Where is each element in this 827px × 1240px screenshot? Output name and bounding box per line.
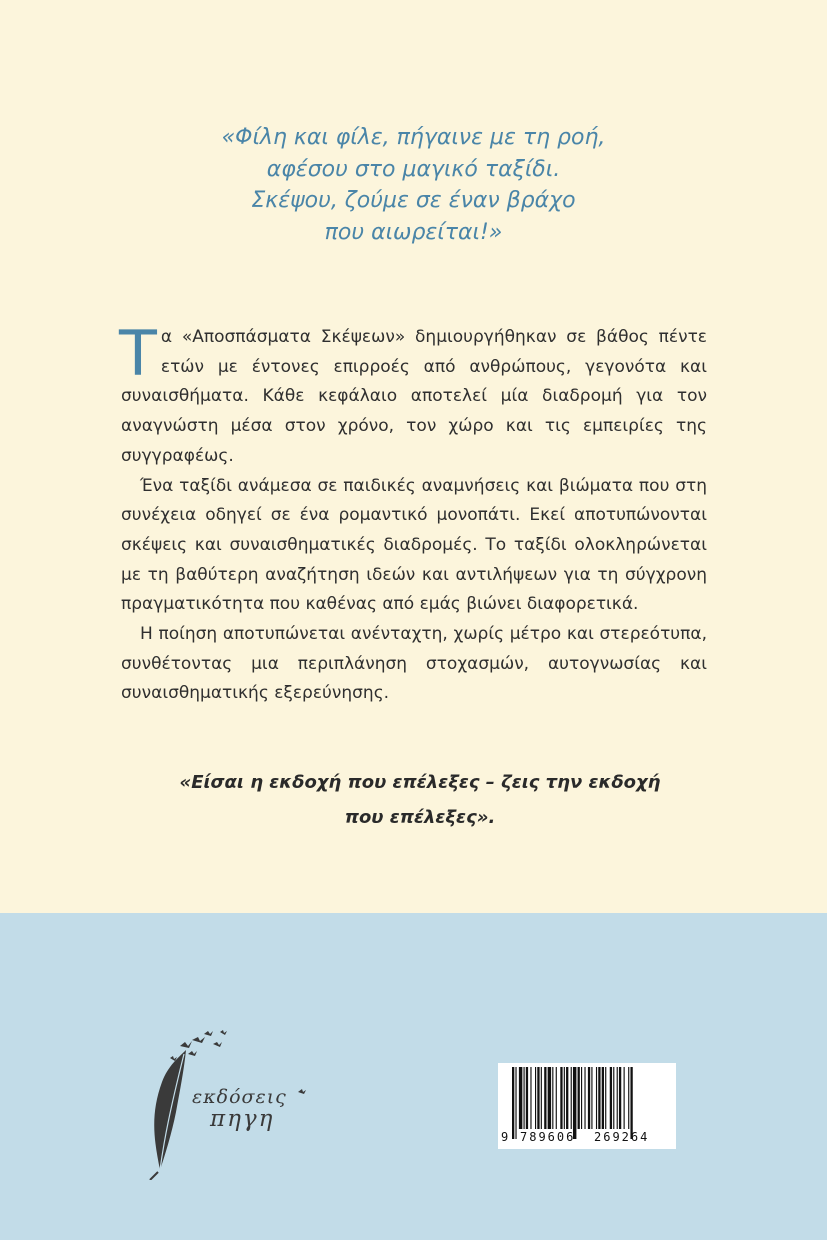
- epigraph-line: που αιωρείται!»: [324, 219, 503, 245]
- barcode-bar: [530, 1067, 531, 1129]
- barcode-bar: [628, 1067, 629, 1129]
- barcode-bar: [605, 1067, 606, 1129]
- barcode-bar: [544, 1067, 546, 1129]
- blurb-paragraph-text: α «Αποσπάσματα Σκέψεων» δημιουργήθηκαν σε βάθος πέντε ετών με έντονες επιρροές από ανθρώπους, γεγονότα και συναισθήματα. Κάθε κεφάλαιο αποτελεί μία διαδρομή για τον αναγνώστη μέσα στον χρόνο, τον χώρο και τις εμπειρίες της συγγραφέως.: [121, 327, 707, 466]
- isbn-group-2: 269264: [594, 1130, 650, 1144]
- publisher-name-line1: εκδόσεις: [192, 1086, 287, 1108]
- barcode-bar: [617, 1067, 618, 1129]
- epigraph-quote: [120, 122, 707, 248]
- barcode-bar: [588, 1067, 590, 1129]
- closing-quote: [140, 765, 700, 835]
- barcode-bar: [552, 1067, 553, 1129]
- lower-cover-area: [0, 913, 827, 1240]
- barcode-bar: [584, 1067, 585, 1129]
- barcode-bar: [541, 1067, 542, 1129]
- barcode-bar: [610, 1067, 612, 1129]
- closing-line: που επέλεξες».: [344, 807, 496, 828]
- isbn-first-digit: 9: [501, 1130, 509, 1144]
- barcode-bar: [564, 1067, 565, 1129]
- barcode-bar: [537, 1067, 539, 1129]
- barcode-bar: [519, 1067, 522, 1129]
- blurb-paragraph: [119, 317, 707, 472]
- barcode-bar: [526, 1067, 528, 1129]
- publisher-name-line2: πηγη: [210, 1106, 275, 1132]
- drop-cap: Τ: [119, 317, 157, 390]
- barcode-bar: [591, 1067, 592, 1129]
- barcode-bar: [560, 1067, 562, 1129]
- epigraph-line: Σκέψου, ζούμε σε έναν βράχο: [251, 188, 576, 213]
- barcode-bar: [602, 1067, 604, 1129]
- isbn-number: [498, 1129, 676, 1147]
- barcode-bar: [619, 1067, 621, 1129]
- barcode-bar: [571, 1067, 572, 1129]
- barcode-bar: [556, 1067, 557, 1129]
- barcode-bar: [535, 1067, 536, 1129]
- epigraph-line: αφέσου στο μαγικό ταξίδι.: [266, 156, 561, 182]
- barcode-bar: [566, 1067, 568, 1129]
- blurb-text: [119, 317, 707, 709]
- barcode-bar: [548, 1067, 551, 1129]
- blurb-paragraph: Η ποίηση αποτυπώνεται ανένταχτη, χωρίς μέτρο και στερεότυπα, συνθέτοντας μια περιπλάνηση στοχασμών, αυτογνωσίας και συναισθηματικής εξερεύνησης.: [121, 624, 707, 704]
- blurb-paragraph: Ένα ταξίδι ανάμεσα σε παιδικές αναμνήσεις και βιώματα που στη συνέχεια οδηγεί σε ένα ρομαντικό μονοπάτι. Εκεί αποτυπώνονται σκέψεις και συναισθηματικές διαδρομές. Το ταξίδι ολοκληρώνεται με τη βαθύτερη αναζήτηση ιδεών και αντιλήψεων για τη σύγχρονη πραγματικότητα που καθένας από εμάς βιώνει διαφορετικά.: [121, 475, 707, 615]
- barcode-bar: [596, 1067, 597, 1129]
- closing-line: «Είσαι η εκδοχή που επέλεξες – ζεις την εκδοχή: [179, 772, 661, 793]
- isbn-barcode: [498, 1063, 676, 1149]
- publisher-logo: [140, 1020, 310, 1180]
- barcode-bar: [578, 1067, 580, 1129]
- barcode-bar: [624, 1067, 625, 1129]
- epigraph-line: «Φίλη και φίλε, πήγαινε με τη ροή,: [221, 125, 606, 150]
- isbn-group-1: 789606: [520, 1130, 576, 1144]
- barcode-bar: [524, 1067, 525, 1129]
- barcode-bar: [581, 1067, 582, 1129]
- barcode-bar: [598, 1067, 600, 1129]
- barcode-bar: [613, 1067, 614, 1129]
